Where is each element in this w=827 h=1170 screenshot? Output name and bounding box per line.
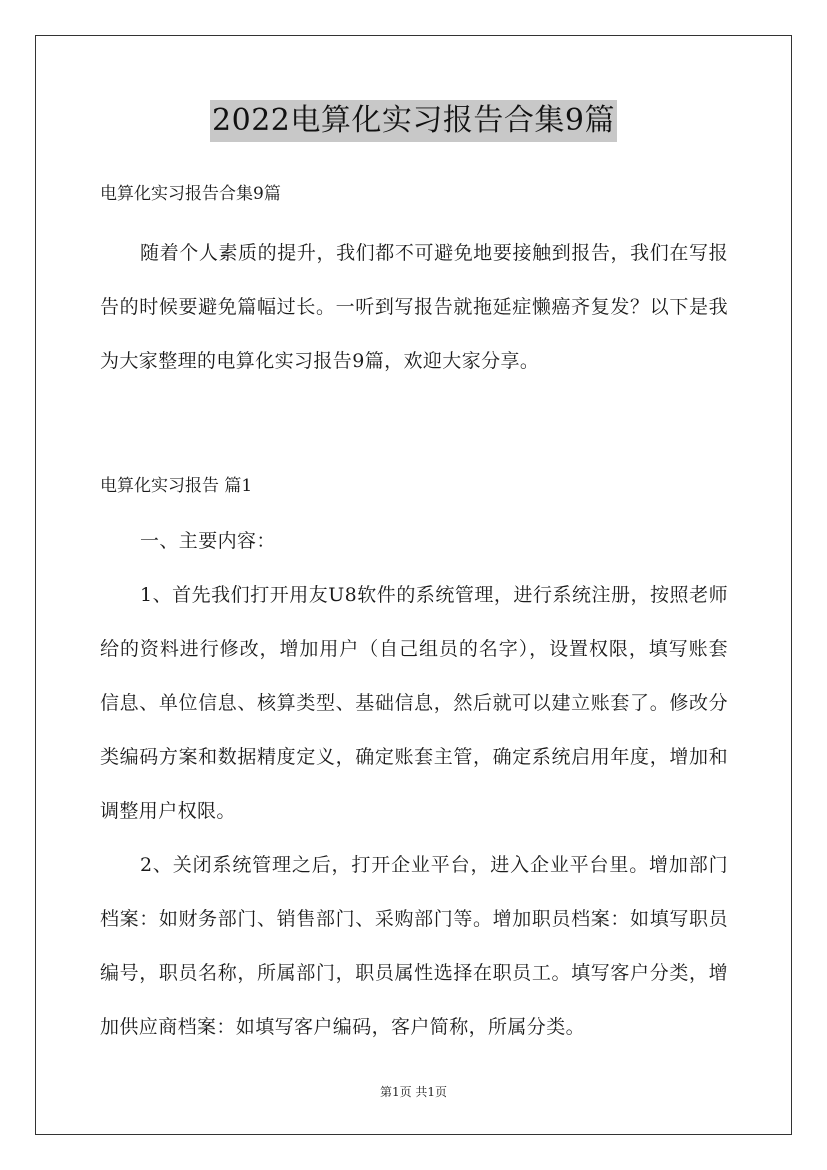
title-container xyxy=(0,100,827,142)
section-paragraph-2: 1、首先我们打开用友U8软件的系统管理，进行系统注册，按照老师给的资料进行修改，增加用户（自己组员的名字），设置权限，填写账套信息、单位信息、核算类型、基础信息，然后就可以建立账套了。修改分类编码方案和数据精度定义，确定账套主管，确定系统启用年度，增加和调整用户权限。 xyxy=(100,584,728,822)
section-paragraph-1: 一、主要内容： xyxy=(140,530,276,552)
section-paragraph-3: 2、关闭系统管理之后，打开企业平台，进入企业平台里。增加部门档案：如财务部门、销售部门、采购部门等。增加职员档案：如填写职员编号，职员名称，所属部门，职员属性选择在职员工。填写客户分类，增加供应商档案：如填写客户编码，客户简称，所属分类。 xyxy=(100,854,728,1038)
page-footer xyxy=(0,1082,827,1102)
document-title: 2022电算化实习报告合集9篇 xyxy=(210,100,617,142)
intro-paragraph: 随着个人素质的提升，我们都不可避免地要接触到报告，我们在写报告的时候要避免篇幅过长。一听到写报告就拖延症懒癌齐复发？以下是我为大家整理的电算化实习报告9篇，欢迎大家分享。 xyxy=(100,242,728,372)
document-subtitle: 电算化实习报告合集9篇 xyxy=(100,184,281,204)
section-heading: 电算化实习报告 篇1 xyxy=(100,476,253,496)
document-body xyxy=(100,176,728,1054)
page-number: 第1页 共1页 xyxy=(379,1085,448,1099)
